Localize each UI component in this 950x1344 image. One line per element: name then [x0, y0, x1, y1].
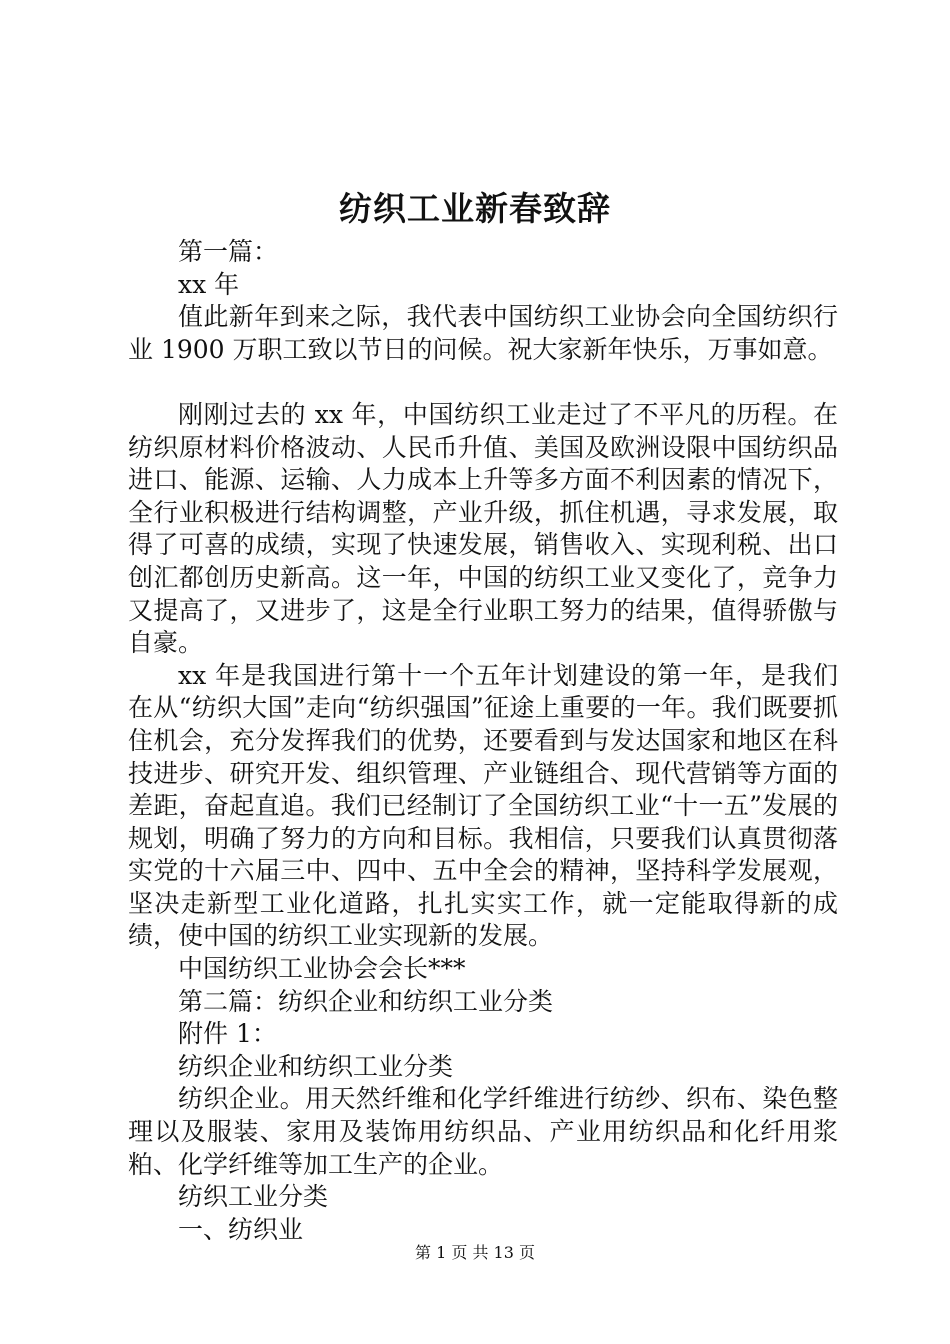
paragraph-spacer [128, 366, 838, 399]
document-body [128, 236, 838, 1246]
paragraph-outlook: xx 年是我国进行第十一个五年计划建设的第一年，是我们在从“纺织大国”走向“纺织强国”征途上重要的一年。我们既要抓住机会，充分发挥我们的优势，还要看到与发达国家和地区在科技进步、研究开发、组织管理、产业链组合、现代营销等方面的差距，奋起直追。我们已经制订了全国纺织工业“十一五”发展的规划，明确了努力的方向和目标。我相信，只要我们认真贯彻落实党的十六届三中、四中、五中全会的精神，坚持科学发展观，坚决走新型工业化道路，扎扎实实工作，就一定能取得新的成绩，使中国的纺织工业实现新的发展。 [128, 660, 838, 951]
paragraph-item-1: 一、纺织业 [178, 1214, 304, 1244]
paragraph-definition: 纺织企业。用天然纤维和化学纤维进行纺纱、织布、染色整理以及服装、家用及装饰用纺织品、产业用纺织品和化纤用浆粕、化学纤维等加工生产的企业。 [128, 1084, 838, 1179]
paragraph-greeting: 值此新年到来之际，我代表中国纺织工业协会向全国纺织行业 1900 万职工致以节日的问候。祝大家新年快乐，万事如意。 [128, 302, 838, 364]
document-title: 纺织工业新春致辞 [339, 189, 611, 228]
paragraph-review: 刚刚过去的 xx 年，中国纺织工业走过了不平凡的历程。在纺织原材料价格波动、人民币升值、美国及欧洲设限中国纺织品进口、能源、运输、人力成本上升等多方面不利因素的情况下，全行业积极进行结构调整，产业升级，抓住机遇，寻求发展，取得了可喜的成绩，实现了快速发展，销售收入、实现利税、出口创汇都创历史新高。这一年，中国的纺织工业又变化了，竞争力又提高了，又进步了，这是全行业职工努力的结果，值得骄傲与自豪。 [128, 399, 838, 658]
paragraph-signature: 中国纺织工业协会会长*** [178, 954, 466, 984]
paragraph-section-heading-1: 第一篇： [178, 237, 279, 266]
page-footer: 第 1 页 共 13 页 [415, 1243, 535, 1262]
paragraph-year: xx 年 [178, 269, 240, 299]
paragraph-subtitle: 纺织企业和纺织工业分类 [178, 1051, 454, 1081]
paragraph-section-heading-2: 第二篇：纺织企业和纺织工业分类 [178, 986, 554, 1016]
paragraph-classification: 纺织工业分类 [178, 1182, 329, 1212]
paragraph-attachment: 附件 1： [178, 1019, 277, 1049]
